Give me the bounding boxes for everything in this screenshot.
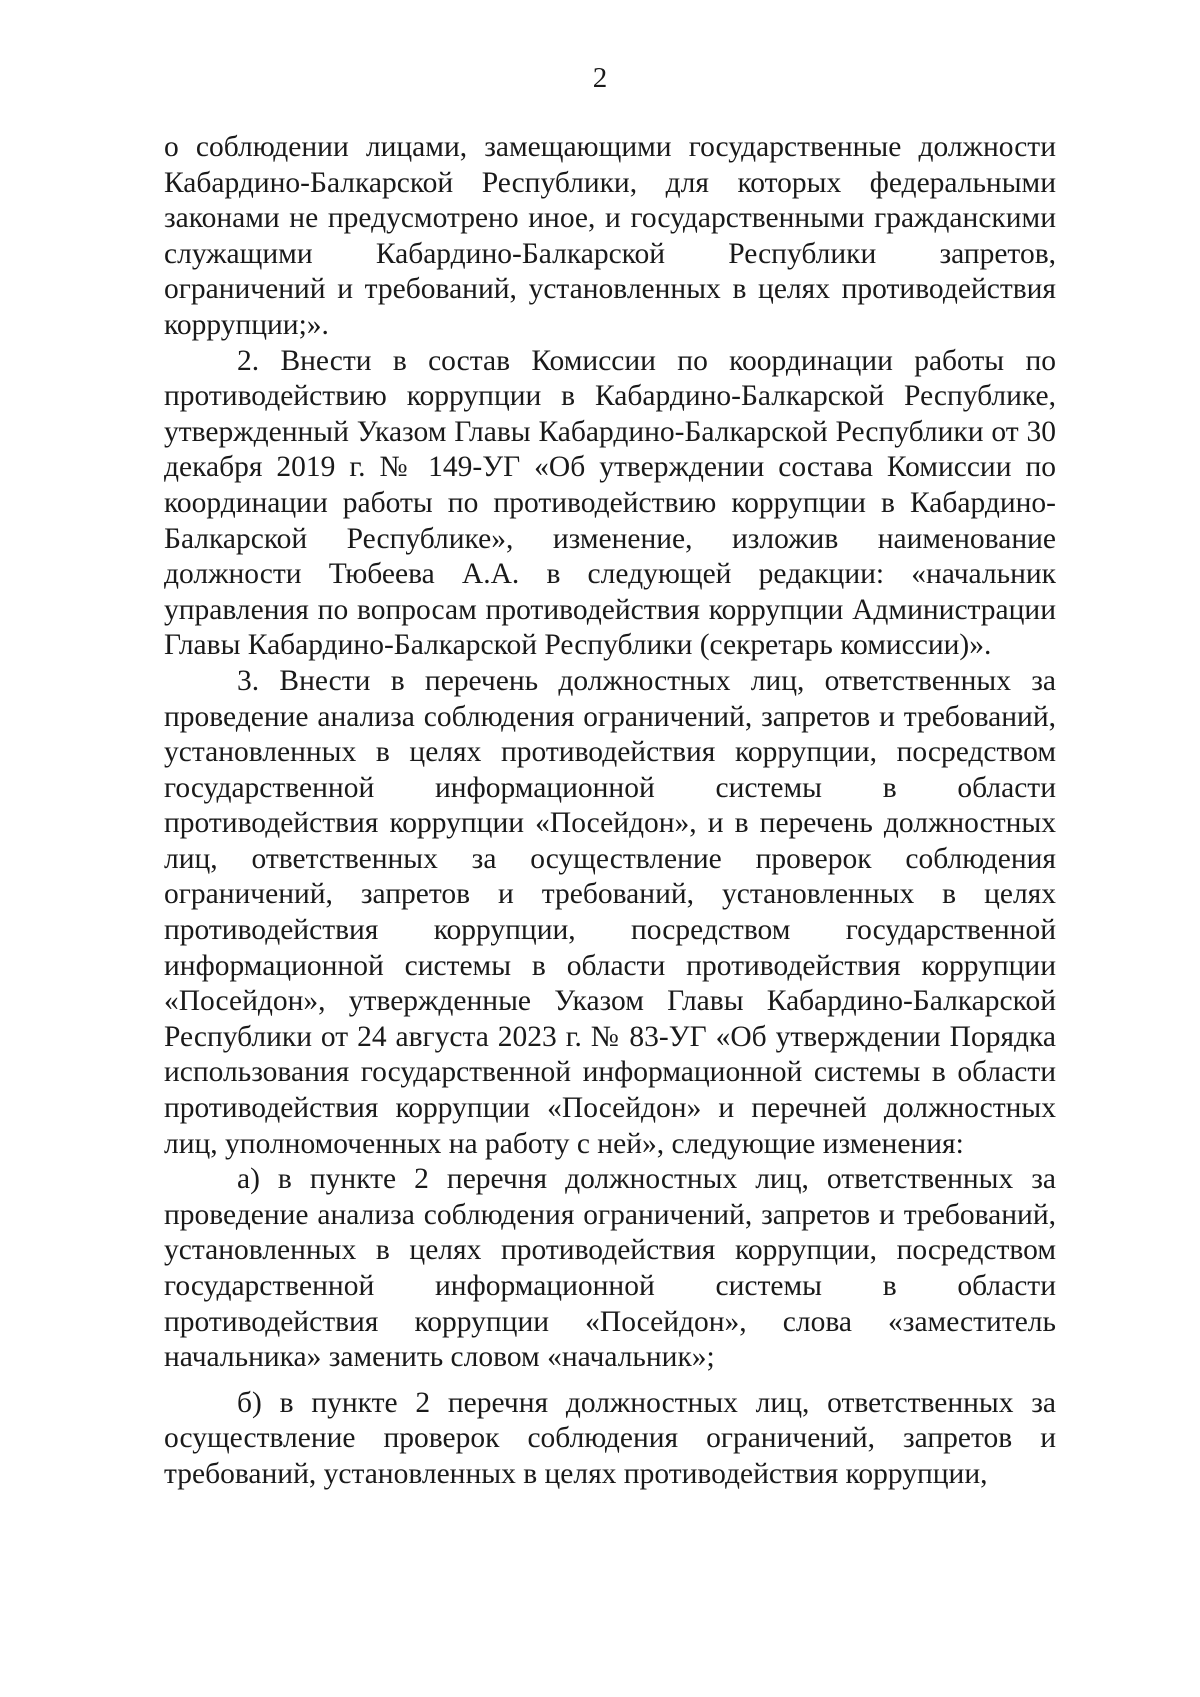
paragraph-item-3: 3. Внести в перечень должностных лиц, ответственных за проведение анализа соблюдения ограничений, запретов и требований, установленных в целях противодействия коррупции, посредством государственной информационной системы в области противодействия коррупции «Посейдон», и в перечень должностных лиц, ответственных за осуществление проверок соблюдения ограничений, запретов и требований, установленных в целях противодействия коррупции, посредством государственной информационной системы в области противодействия коррупции «Посейдон», утвержденные Указом Главы Кабардино-Балкарской Республики от 24 августа 2023 г. № 83-УГ «Об утверждении Порядка использования государственной информационной системы в области противодействия коррупции «Посейдон» и перечней должностных лиц, уполномоченных на работу с ней», следующие изменения:	[164, 664, 1056, 1160]
page-number: 2	[592, 62, 608, 94]
paragraph-subitem-b: б) в пункте 2 перечня должностных лиц, ответственных за осуществление проверок соблюдения ограничений, запретов и требований, установленных в целях противодействия коррупции,	[164, 1386, 1056, 1490]
document-body	[164, 130, 1056, 1493]
paragraph-continuation: о соблюдении лицами, замещающими государственные должности Кабардино-Балкарской Республики, для которых федеральными законами не предусмотрено иное, и государственными гражданскими служащими Кабардино-Балкарской Республики запретов, ограничений и требований, установленных в целях противодействия коррупции;».	[164, 131, 1056, 341]
paragraph-item-2: 2. Внести в состав Комиссии по координации работы по противодействию коррупции в Кабардино-Балкарской Республике, утвержденный Указом Главы Кабардино-Балкарской Республики от 30 декабря 2019 г. № 149-УГ «Об утверждении состава Комиссии по координации работы по противодействию коррупции в Кабардино-Балкарской Республике», изменение, изложив наименование должности Тюбеева А.А. в следующей редакции: «начальник управления по вопросам противодействия коррупции Администрации Главы Кабардино-Балкарской Республики (секретарь комиссии)».	[164, 344, 1056, 662]
paragraph-subitem-a: а) в пункте 2 перечня должностных лиц, ответственных за проведение анализа соблюдения ограничений, запретов и требований, установленных в целях противодействия коррупции, посредством государственной информационной системы в области противодействия коррупции «Посейдон», слова «заместитель начальника» заменить словом «начальник»;	[164, 1163, 1056, 1374]
